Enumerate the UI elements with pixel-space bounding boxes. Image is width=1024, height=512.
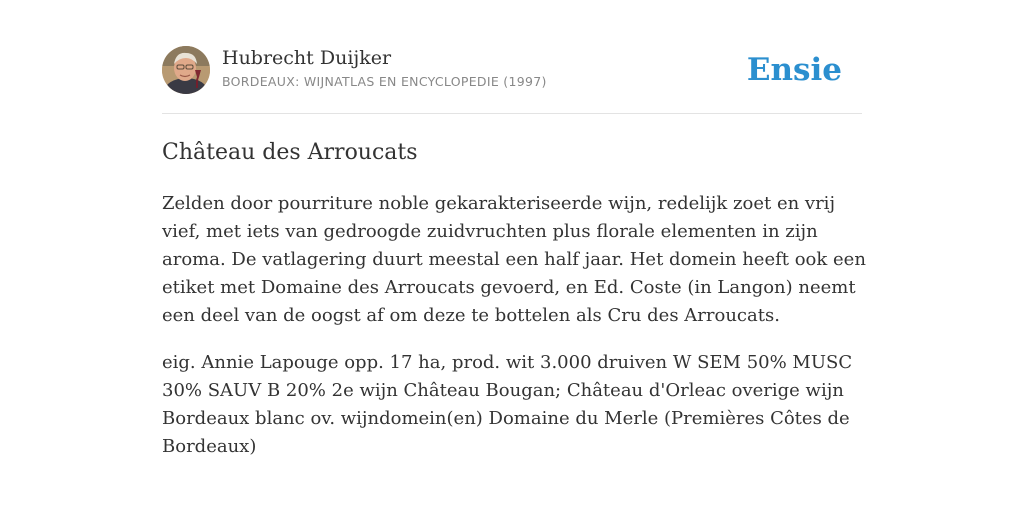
author-header: [162, 46, 862, 96]
article-paragraph-description: Zelden door pourriture noble gekarakteriseerde wijn, redelijk zoet en vrij vief, met iets van gedroogde zuidvruchten plus florale elementen in zijn aroma. De vatlagering duurt meestal een half jaar. Het domein heeft ook een etiket met Domaine des Arroucats gevoerd, en Ed. Coste (in Langon) neemt een deel van de oogst af om deze te bottelen als Cru des Arroucats.: [162, 193, 866, 326]
ensie-logo[interactable]: Ensie: [746, 52, 842, 88]
author-name[interactable]: Hubrecht Duijker: [222, 47, 392, 69]
article-paragraph-details: eig. Annie Lapouge opp. 17 ha, prod. wit 3.000 druiven W SEM 50% MUSC 30% SAUV B 20% 2e wijn Château Bougan; Château d'Orleac overige wijn Bordeaux blanc ov. wijndomein(en) Domaine du Merle (Premières Côtes de Bordeaux): [162, 352, 853, 457]
author-avatar[interactable]: [162, 46, 210, 94]
header-divider: [162, 113, 862, 114]
author-photo: [162, 46, 210, 94]
article-title: Château des Arroucats: [162, 140, 418, 165]
book-title[interactable]: BORDEAUX: WIJNATLAS EN ENCYCLOPEDIE (1997): [222, 74, 547, 89]
